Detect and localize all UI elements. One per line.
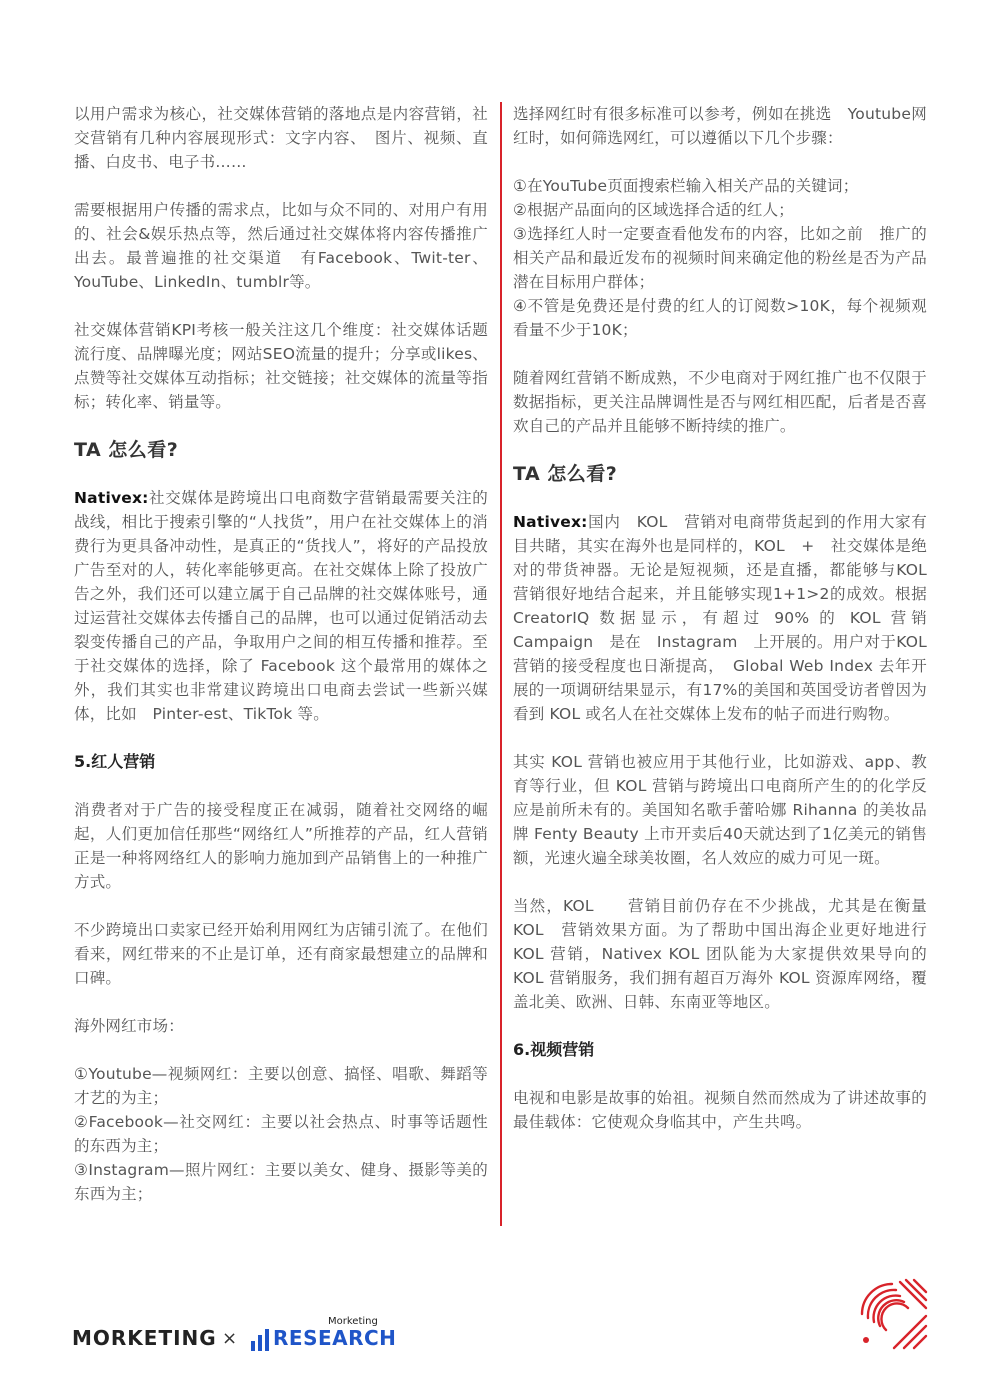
list-item: ①Youtube—视频网红：主要以创意、搞怪、唱歌、舞蹈等才艺的为主；	[74, 1065, 488, 1107]
paragraph: 社交媒体营销KPI考核一般关注这几个维度：社交媒体话题流行度、品牌曝光度；网站SEO流量的提升；分享或likes、点赞等社交媒体互动指标；社交链接；社交媒体的流量等指标；转化率、销量等。	[74, 321, 488, 411]
lead-label: Nativex:	[74, 489, 149, 507]
paragraph: 当然，KOL 营销目前仍存在不少挑战，尤其是在衡量KOL 营销效果方面。为了帮助中国出海企业更好地进行KOL 营销，Nativex KOL 团队能为大家提供效果导向的KOL 营销服务，我们拥有超百万海外 KOL 资源库网络，覆盖北美、欧洲、日韩、东南亚等地区。	[513, 897, 927, 1011]
morketing-logo: MORKETING	[72, 1326, 217, 1350]
list-item: ③选择红人时一定要查看他发布的内容，比如之前 推广的相关产品和最近发布的视频时间来确定他的粉丝是否为产品潜在目标用户群体；	[513, 225, 927, 291]
research-bars-icon	[250, 1329, 272, 1351]
times-sign: ×	[222, 1328, 238, 1349]
section-heading: TA 怎么看?	[513, 463, 618, 485]
left-column	[74, 102, 488, 1206]
lead-label: Nativex:	[513, 513, 588, 531]
list-item: ①在YouTube页面搜索栏输入相关产品的关键词；	[513, 177, 859, 195]
paragraph: 消费者对于广告的接受程度正在减弱，随着社交网络的崛起，人们更加信任那些“网络红人”所推荐的产品，红人营销正是一种将网络红人的影响力施加到产品销售上的一种推广方式。	[74, 801, 488, 891]
paragraph: 以用户需求为核心，社交媒体营销的落地点是内容营销，社交营销有几种内容展现形式：文字内容、 图片、视频、直播、白皮书、电子书……	[74, 105, 488, 171]
paragraph: 其实 KOL 营销也被应用于其他行业，比如游戏、app、教育等行业，但 KOL 营销与跨境出口电商所产生的的化学反应是前所未有的。美国知名歌手蕾哈娜 Rihanna 的美妆品牌 Fenty Beauty 上市开卖后40天就达到了1亿美元的销售额，光速火遍全球美妆圈，名人效应的威力可见一斑。	[513, 753, 927, 867]
list-item: ④不管是免费还是付费的红人的订阅数>10K，每个视频观看量不少于10K；	[513, 297, 927, 339]
paragraph: 随着网红营销不断成熟，不少电商对于网红推广也不仅限于数据指标，更关注品牌调性是否与网红相匹配，后者是否喜欢自己的产品并且能够不断持续的推广。	[513, 369, 927, 435]
right-column	[513, 102, 959, 1134]
paragraph	[74, 486, 488, 726]
paragraph: 需要根据用户传播的需求点，比如与众不同的、对用户有用的、社会&娱乐热点等，然后通过社交媒体将内容传播推广出去。最普遍推的社交渠道 有Facebook、Twit-ter、YouTube、LinkedIn、tumblr等。	[74, 201, 488, 291]
paragraph: 不少跨境出口卖家已经开始利用网红为店铺引流了。在他们看来，网红带来的不止是订单，还有商家最想建立的品牌和口碑。	[74, 921, 488, 987]
research-logo: RESEARCH	[273, 1326, 397, 1350]
list-item: ③Instagram—照片网红：主要以美女、健身、摄影等美的东西为主；	[74, 1161, 488, 1203]
section-heading: 6.视频营销	[513, 1040, 595, 1059]
paragraph	[513, 510, 959, 726]
paragraph: 海外网红市场：	[74, 1017, 184, 1035]
paragraph: 电视和电影是故事的始祖。视频自然而然成为了讲述故事的最佳载体：它使观众身临其中，产生共鸣。	[513, 1089, 927, 1131]
list-item: ②Facebook—社交网红：主要以社会热点、时事等话题性的东西为主；	[74, 1113, 488, 1155]
paragraph-body: 社交媒体是跨境出口电商数字营销最需要关注的战线，相比于搜索引擎的“人找货”，用户在社交媒体上的消费行为更具备冲动性，是真正的“货找人”，将好的产品投放广告至对的人，转化率能够更高。在社交媒体上除了投放广告之外，我们还可以建立属于自己品牌的社交媒体账号，通过运营社交媒体去传播自己的品牌，也可以通过促销活动去裂变传播自己的产品，争取用户之间的相互传播和推荐。至于社交媒体的选择，除了 Facebook 这个最常用的媒体之外，我们其实也非常建议跨境出口电商去尝试一些新兴媒体，比如 Pinter-est、TikTok 等。	[74, 489, 488, 723]
paragraph: 选择网红时有很多标准可以参考，例如在挑选 Youtube网红时，如何筛选网红，可以遵循以下几个步骤：	[513, 105, 927, 147]
research-subbrand: Morketing	[328, 1316, 378, 1327]
paragraph-body: 国内 KOL 营销对电商带货起到的作用大家有目共睹，其实在海外也是同样的，KOL + 社交媒体是绝对的带货神器。无论是短视频，还是直播，都能够与KOL 营销很好地结合起来，并且能够实现1+1>2的成效。根据 CreatorIQ 数据显示，有超过 90% 的 KOL 营销 Campaign 是在 Instagram 上开展的。用户对于KOL 营销的接受程度也日渐提高， Global Web Index 去年开展的一项调研结果显示，有17%的美国和英国受访者曾因为看到 KOL 或名人在社交媒体上发布的帖子而进行购物。	[513, 513, 959, 723]
list-item: ②根据产品面向的区域选择合适的红人；	[513, 201, 794, 219]
section-heading: TA 怎么看?	[74, 439, 179, 461]
section-heading: 5.红人营销	[74, 752, 156, 771]
brand-mark-icon	[856, 1278, 928, 1350]
column-divider	[500, 102, 502, 1226]
